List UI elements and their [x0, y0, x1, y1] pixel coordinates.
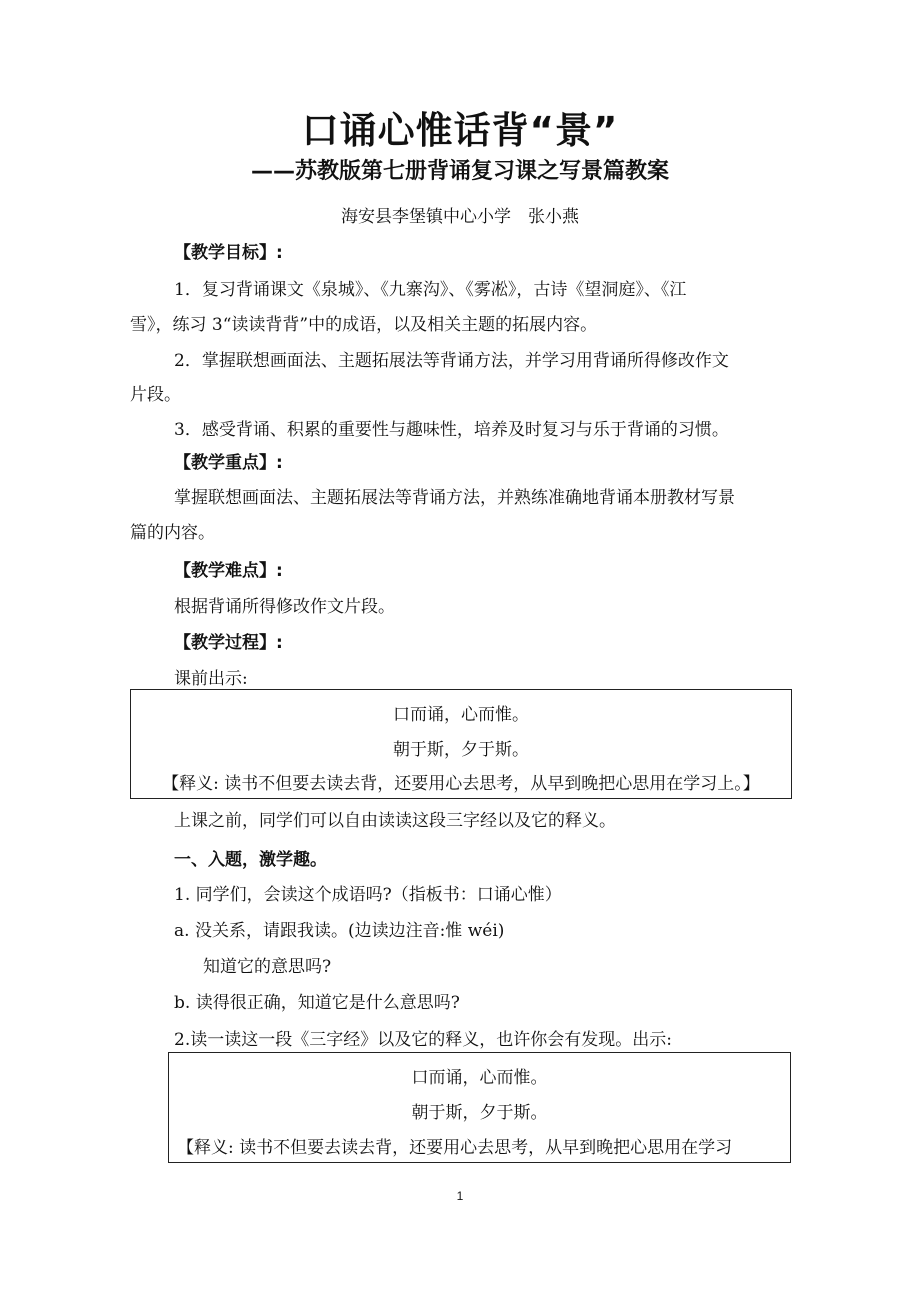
quote-box-2-line-2: 朝于斯，夕于斯。 — [411, 1103, 548, 1123]
difficulty-text: 根据背诵所得修改作文片段。 — [174, 597, 395, 617]
goal-3: 3．感受背诵、积累的重要性与趣味性，培养及时复习与乐于背诵的习惯。 — [174, 420, 729, 440]
quote-box-2-line-1: 口而诵，心而惟。 — [411, 1068, 548, 1088]
after-box-1-text: 上课之前，同学们可以自由读读这段三字经以及它的释义。 — [174, 811, 616, 831]
goal-2-line-1: 2．掌握联想画面法、主题拓展法等背诵方法，并学习用背诵所得修改作文 — [174, 351, 729, 371]
quote-box-1-line-2: 朝于斯，夕于斯。 — [393, 740, 529, 760]
author-line: 海安县李堡镇中心小学 张小燕 — [341, 207, 579, 227]
goals-heading: 【教学目标】: — [174, 243, 283, 263]
page-number: 1 — [456, 1189, 464, 1203]
goal-1-line-1: 1．复习背诵课文《泉城》、《九寨沟》、《雾凇》，古诗《望洞庭》、《江 — [174, 280, 687, 300]
goal-1-line-2: 雪》，练习 3“读读背背”中的成语，以及相关主题的拓展内容。 — [130, 315, 598, 335]
part-1-item-a: a. 没关系，请跟我读。(边读边注音:惟 wéi) — [174, 921, 505, 941]
goal-2-line-2: 片段。 — [130, 385, 181, 405]
part-1-item-2: 2.读一读这一段《三字经》以及它的释义，也许你会有发现。出示: — [174, 1030, 672, 1050]
document-title: 口诵心惟话背“景” — [301, 109, 619, 152]
key-points-heading: 【教学重点】: — [174, 453, 283, 473]
quote-box-2-line-3: 【释义: 读书不但要去读去背，还要用心去思考，从早到晚把心思用在学习 — [177, 1138, 733, 1158]
difficulty-heading: 【教学难点】: — [174, 561, 283, 581]
part-1-item-b: b. 读得很正确，知道它是什么意思吗? — [174, 993, 460, 1013]
part-1-item-a-sub: 知道它的意思吗? — [203, 957, 332, 977]
part-1-heading: 一、入题，激学趣。 — [174, 850, 327, 870]
quote-box-1-line-1: 口而诵，心而惟。 — [393, 705, 529, 725]
key-points-line-1: 掌握联想画面法、主题拓展法等背诵方法，并熟练准确地背诵本册教材写景 — [174, 488, 735, 508]
pre-class-label: 课前出示: — [174, 669, 248, 689]
quote-box-1 — [130, 689, 792, 799]
quote-box-1-line-3: 【释义: 读书不但要去读去背，还要用心去思考，从早到晚把心思用在学习上。】 — [162, 774, 760, 794]
process-heading: 【教学过程】: — [174, 633, 283, 653]
document-subtitle: ——苏教版第七册背诵复习课之写景篇教案 — [250, 159, 669, 184]
part-1-item-1: 1. 同学们，会读这个成语吗?（指板书：口诵心惟） — [174, 885, 562, 905]
key-points-line-2: 篇的内容。 — [130, 523, 215, 543]
quote-box-2 — [168, 1052, 791, 1163]
